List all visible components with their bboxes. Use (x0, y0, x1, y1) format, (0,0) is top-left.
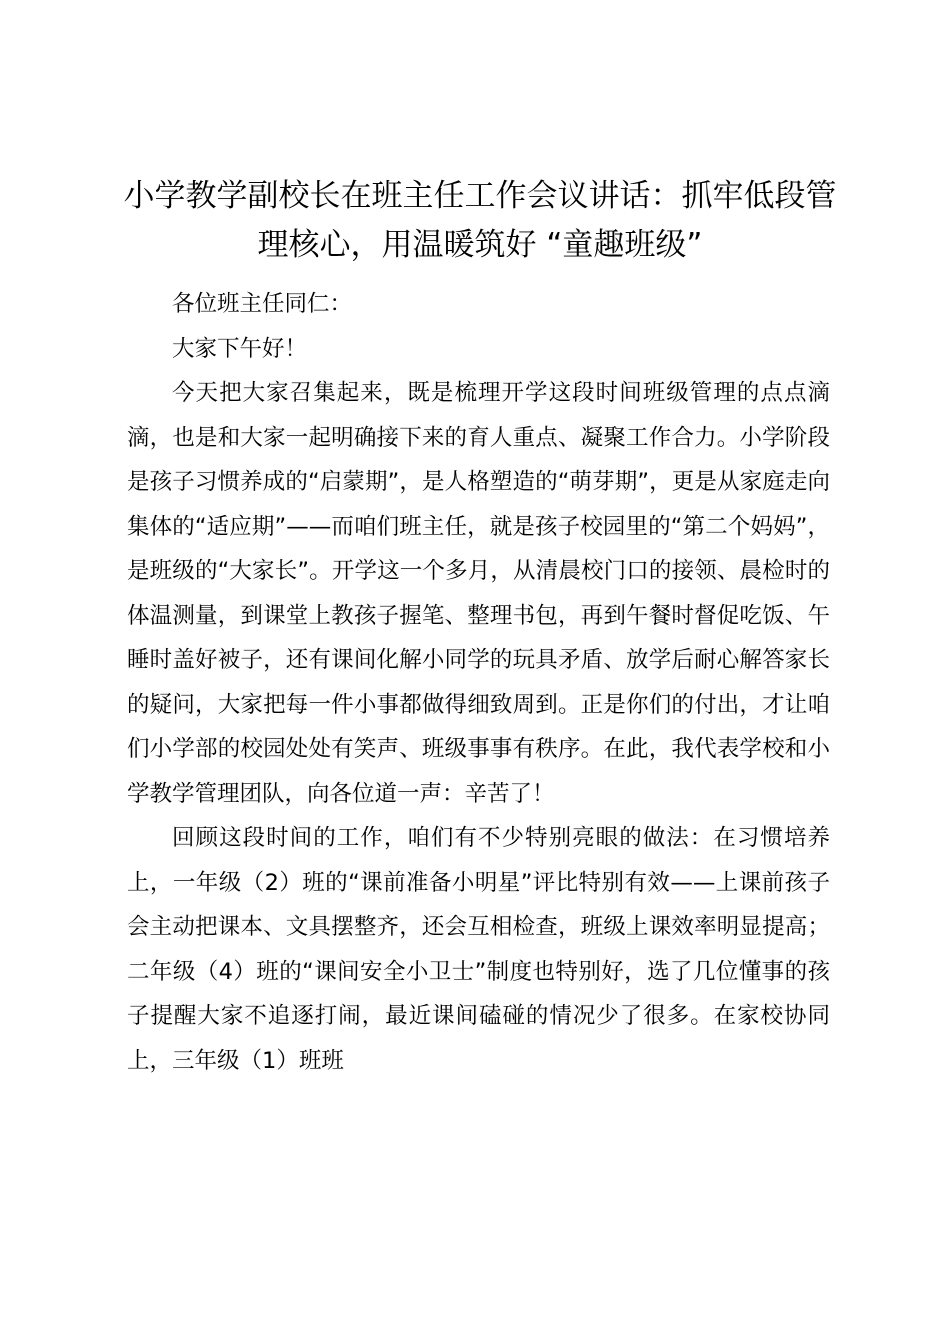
salutation: 各位班主任同仁： (172, 291, 353, 317)
paragraph: 回顾这段时间的工作，咱们有不少特别亮眼的做法：在习惯培养上，一年级（2）班的“课前准备小明星”评比特别有效——上课前孩子会主动把课本、文具摆整齐，还会互相检查，班级上课效率明显提高；二年级（4）班的“课间安全小卫士”制度也特别好，选了几位懂事的孩子提醒大家不追逐打闹，最近课间磕碰的情况少了很多。在家校协同上，三年级（1）班班 (127, 825, 830, 1074)
greeting: 大家下午好！ (172, 335, 308, 362)
document-body (127, 282, 830, 1083)
document-title: 小学教学副校长在班主任工作会议讲话：抓牢低段管理核心，用温暖筑好 “童趣班级” (123, 178, 837, 263)
paragraph: 今天把大家召集起来，既是梳理开学这段时间班级管理的点点滴滴，也是和大家一起明确接下来的育人重点、凝聚工作合力。小学阶段是孩子习惯养成的“启蒙期”，是人格塑造的“萌芽期”，更是从家庭走向集体的“适应期”——而咱们班主任，就是孩子校园里的“第二个妈妈”，是班级的“大家长”。开学这一个多月，从清晨校门口的接领、晨检时的体温测量，到课堂上教孩子握笔、整理书包，再到午餐时督促吃饭、午睡时盖好被子，还有课间化解小同学的玩具矛盾、放学后耐心解答家长的疑问，大家把每一件小事都做得细致周到。正是你们的付出，才让咱们小学部的校园处处有笑声、班级事事有秩序。在此，我代表学校和小学教学管理团队，向各位道一声：辛苦了！ (127, 380, 830, 807)
